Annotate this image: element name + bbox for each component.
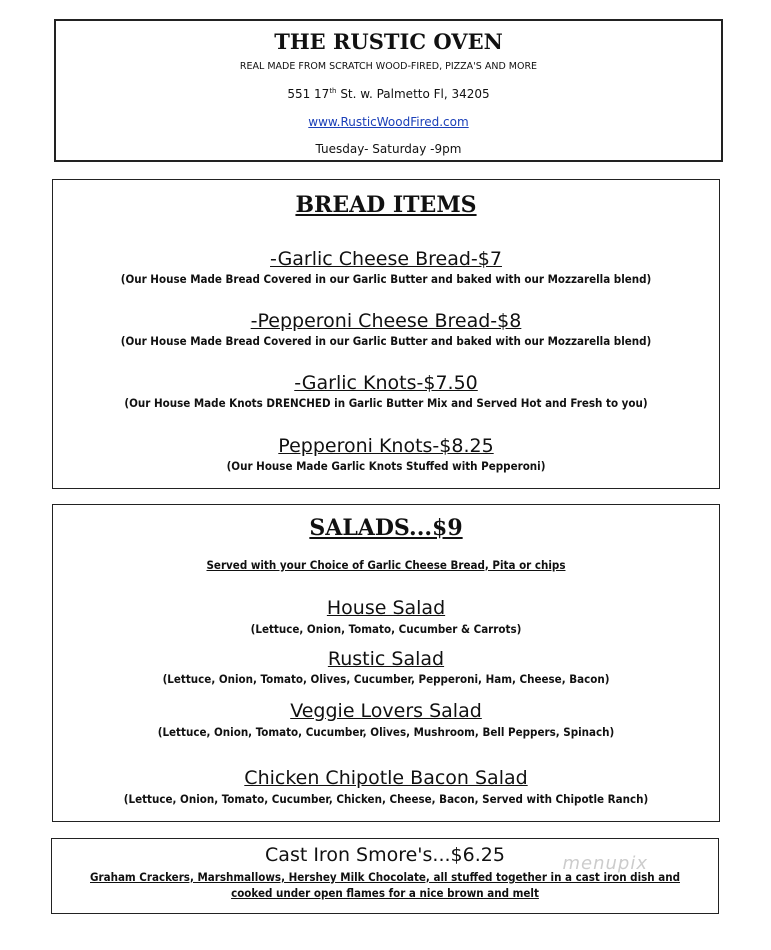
menu-item-name: Veggie Lovers Salad xyxy=(290,700,482,722)
watermark: menupix xyxy=(562,853,648,874)
menu-item-desc: Graham Crackers, Marshmallows, Hershey Milk Chocolate, all stuffed together in a cast iron dish and xyxy=(90,870,680,884)
menu-item-name: Cast Iron Smore's...$6.25 xyxy=(265,844,505,866)
menu-item-desc: cooked under open flames for a nice brown and melt xyxy=(231,886,539,900)
salads-title: SALADS...$9 xyxy=(309,515,463,541)
menu-item-desc: (Lettuce, Onion, Tomato, Cucumber, Olives, Mushroom, Bell Peppers, Spinach) xyxy=(157,725,615,739)
menu-item-desc: (Lettuce, Onion, Tomato, Olives, Cucumber, Pepperoni, Ham, Cheese, Bacon) xyxy=(162,672,610,686)
menu-item-name: -Pepperoni Cheese Bread-$8 xyxy=(250,310,522,332)
menu-item-desc: (Our House Made Bread Covered in our Garlic Butter and baked with our Mozzarella blend) xyxy=(120,334,652,348)
menu-item-name: Pepperoni Knots-$8.25 xyxy=(278,435,494,457)
menu-item-name: Rustic Salad xyxy=(327,648,445,670)
menu-item-name: -Garlic Knots-$7.50 xyxy=(294,372,478,394)
menu-item-desc: (Our House Made Knots DRENCHED in Garlic Butter Mix and Served Hot and Fresh to you) xyxy=(124,396,648,410)
menu-item-name: House Salad xyxy=(326,597,446,619)
hours: Tuesday- Saturday -9pm xyxy=(315,142,462,156)
tagline: REAL MADE FROM SCRATCH WOOD-FIRED, PIZZA'S AND MORE xyxy=(239,61,538,72)
salads-subtitle: Served with your Choice of Garlic Cheese Bread, Pita or chips xyxy=(206,558,566,572)
menu-item-name: Chicken Chipotle Bacon Salad xyxy=(244,767,528,789)
address xyxy=(56,87,721,101)
menu-item-desc: (Our House Made Garlic Knots Stuffed with Pepperoni) xyxy=(226,459,546,473)
website-link[interactable] xyxy=(56,115,721,129)
header-box xyxy=(54,19,723,162)
address-rest: St. w. Palmetto Fl, 34205 xyxy=(336,87,490,101)
restaurant-name: THE RUSTIC OVEN xyxy=(274,29,503,54)
website-link-text[interactable]: www.RusticWoodFired.com xyxy=(308,115,469,129)
smores-section xyxy=(51,838,719,914)
bread-section xyxy=(52,179,720,489)
menu-item-desc: (Lettuce, Onion, Tomato, Cucumber & Carrots) xyxy=(250,622,522,636)
salads-section xyxy=(52,504,720,822)
address-number: 551 17 xyxy=(287,87,330,101)
menu-item-desc: (Our House Made Bread Covered in our Garlic Butter and baked with our Mozzarella blend) xyxy=(120,272,652,286)
bread-title: BREAD ITEMS xyxy=(295,192,477,218)
menu-item-desc: (Lettuce, Onion, Tomato, Cucumber, Chicken, Cheese, Bacon, Served with Chipotle Ranch) xyxy=(123,792,649,806)
address-suffix: th xyxy=(329,87,337,95)
menu-item-name: -Garlic Cheese Bread-$7 xyxy=(270,248,502,270)
